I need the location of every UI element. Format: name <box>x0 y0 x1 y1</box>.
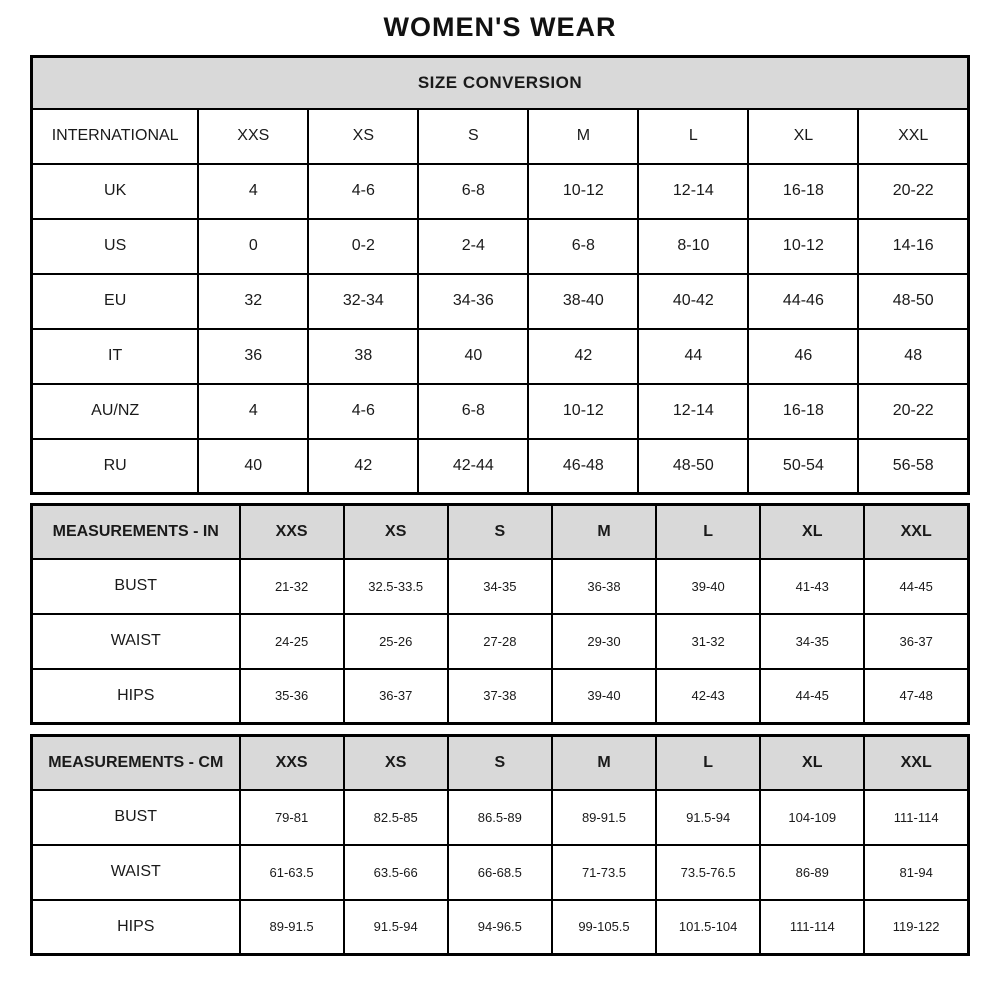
cell-value: 39-40 <box>552 669 656 724</box>
table-title: MEASUREMENTS - IN <box>32 505 240 559</box>
cell-value: 34-35 <box>448 559 552 614</box>
table-row <box>32 219 969 274</box>
column-header: XS <box>344 736 448 790</box>
table-row <box>32 164 969 219</box>
cell-value: 86-89 <box>760 845 864 900</box>
table-header-row <box>32 505 969 559</box>
cell-value: 4 <box>198 384 308 439</box>
row-label: IT <box>32 329 199 384</box>
cell-value: 0 <box>198 219 308 274</box>
column-header: S <box>448 505 552 559</box>
cell-value: 34-35 <box>760 614 864 669</box>
column-header: M <box>552 736 656 790</box>
cell-value: 8-10 <box>638 219 748 274</box>
row-label: EU <box>32 274 199 329</box>
cell-value: 44-45 <box>760 669 864 724</box>
cell-value: 36-38 <box>552 559 656 614</box>
cell-value: 4 <box>198 164 308 219</box>
column-header: XL <box>760 736 864 790</box>
cell-value: 44-46 <box>748 274 858 329</box>
cell-value: 101.5-104 <box>656 900 760 955</box>
cell-value: 32-34 <box>308 274 418 329</box>
row-label: UK <box>32 164 199 219</box>
cell-value: 39-40 <box>656 559 760 614</box>
table-row <box>32 614 969 669</box>
cell-value: 27-28 <box>448 614 552 669</box>
row-label: HIPS <box>32 900 240 955</box>
cell-value: 91.5-94 <box>656 790 760 845</box>
row-label: INTERNATIONAL <box>32 109 199 164</box>
cell-value: 6-8 <box>418 164 528 219</box>
cell-value: 66-68.5 <box>448 845 552 900</box>
cell-value: 0-2 <box>308 219 418 274</box>
cell-value: L <box>638 109 748 164</box>
column-header: S <box>448 736 552 790</box>
cell-value: 89-91.5 <box>552 790 656 845</box>
cell-value: 37-38 <box>448 669 552 724</box>
column-header: XL <box>760 505 864 559</box>
cell-value: 42 <box>528 329 638 384</box>
cell-value: 73.5-76.5 <box>656 845 760 900</box>
size-conversion-table <box>30 55 970 495</box>
cell-value: 46-48 <box>528 439 638 494</box>
cell-value: 48-50 <box>638 439 748 494</box>
cell-value: 111-114 <box>760 900 864 955</box>
cell-value: 42-44 <box>418 439 528 494</box>
column-header: XXL <box>864 505 968 559</box>
cell-value: 48-50 <box>858 274 968 329</box>
cell-value: 14-16 <box>858 219 968 274</box>
cell-value: 31-32 <box>656 614 760 669</box>
cell-value: 111-114 <box>864 790 968 845</box>
cell-value: 32.5-33.5 <box>344 559 448 614</box>
cell-value: 71-73.5 <box>552 845 656 900</box>
column-header: XS <box>344 505 448 559</box>
column-header: M <box>552 505 656 559</box>
table-row <box>32 329 969 384</box>
cell-value: 41-43 <box>760 559 864 614</box>
cell-value: 104-109 <box>760 790 864 845</box>
row-label: AU/NZ <box>32 384 199 439</box>
cell-value: 48 <box>858 329 968 384</box>
row-label: BUST <box>32 559 240 614</box>
cell-value: 36-37 <box>864 614 968 669</box>
cell-value: 25-26 <box>344 614 448 669</box>
table-row <box>32 790 969 845</box>
cell-value: 36 <box>198 329 308 384</box>
cell-value: 6-8 <box>528 219 638 274</box>
cell-value: 50-54 <box>748 439 858 494</box>
column-header: XXS <box>240 736 344 790</box>
measurements-cm-table <box>30 734 970 956</box>
cell-value: 91.5-94 <box>344 900 448 955</box>
page-title: WOMEN'S WEAR <box>383 12 617 42</box>
cell-value: XXS <box>198 109 308 164</box>
cell-value: 10-12 <box>528 164 638 219</box>
cell-value: 94-96.5 <box>448 900 552 955</box>
cell-value: 20-22 <box>858 384 968 439</box>
cell-value: 16-18 <box>748 164 858 219</box>
table-row <box>32 274 969 329</box>
row-label: US <box>32 219 199 274</box>
cell-value: 24-25 <box>240 614 344 669</box>
cell-value: 40 <box>418 329 528 384</box>
cell-value: M <box>528 109 638 164</box>
cell-value: 10-12 <box>528 384 638 439</box>
cell-value: 21-32 <box>240 559 344 614</box>
cell-value: 61-63.5 <box>240 845 344 900</box>
cell-value: 81-94 <box>864 845 968 900</box>
cell-value: 4-6 <box>308 164 418 219</box>
cell-value: 99-105.5 <box>552 900 656 955</box>
cell-value: 79-81 <box>240 790 344 845</box>
cell-value: 2-4 <box>418 219 528 274</box>
table-row <box>32 384 969 439</box>
cell-value: 119-122 <box>864 900 968 955</box>
table-header-row <box>32 736 969 790</box>
cell-value: XXL <box>858 109 968 164</box>
cell-value: 86.5-89 <box>448 790 552 845</box>
cell-value: 12-14 <box>638 384 748 439</box>
cell-value: 12-14 <box>638 164 748 219</box>
cell-value: 20-22 <box>858 164 968 219</box>
cell-value: 82.5-85 <box>344 790 448 845</box>
cell-value: 36-37 <box>344 669 448 724</box>
cell-value: 16-18 <box>748 384 858 439</box>
cell-value: 10-12 <box>748 219 858 274</box>
column-header: XXL <box>864 736 968 790</box>
cell-value: 29-30 <box>552 614 656 669</box>
cell-value: 40-42 <box>638 274 748 329</box>
column-header: L <box>656 505 760 559</box>
cell-value: 32 <box>198 274 308 329</box>
cell-value: 42 <box>308 439 418 494</box>
cell-value: 89-91.5 <box>240 900 344 955</box>
cell-value: 44-45 <box>864 559 968 614</box>
table-row <box>32 845 969 900</box>
cell-value: 44 <box>638 329 748 384</box>
table-row <box>32 559 969 614</box>
table-row <box>32 439 969 494</box>
row-label: RU <box>32 439 199 494</box>
cell-value: 46 <box>748 329 858 384</box>
table-title: SIZE CONVERSION <box>32 57 969 109</box>
table-row <box>32 109 969 164</box>
table-row <box>32 900 969 955</box>
cell-value: 4-6 <box>308 384 418 439</box>
column-header: L <box>656 736 760 790</box>
row-label: WAIST <box>32 845 240 900</box>
cell-value: 40 <box>198 439 308 494</box>
cell-value: 35-36 <box>240 669 344 724</box>
row-label: BUST <box>32 790 240 845</box>
cell-value: 63.5-66 <box>344 845 448 900</box>
cell-value: XS <box>308 109 418 164</box>
cell-value: 42-43 <box>656 669 760 724</box>
column-header: XXS <box>240 505 344 559</box>
cell-value: S <box>418 109 528 164</box>
cell-value: 6-8 <box>418 384 528 439</box>
table-title: MEASUREMENTS - CM <box>32 736 240 790</box>
row-label: HIPS <box>32 669 240 724</box>
cell-value: 38 <box>308 329 418 384</box>
table-row <box>32 669 969 724</box>
table-banner-row <box>32 57 969 109</box>
row-label: WAIST <box>32 614 240 669</box>
cell-value: 34-36 <box>418 274 528 329</box>
cell-value: 47-48 <box>864 669 968 724</box>
cell-value: XL <box>748 109 858 164</box>
measurements-in-table <box>30 503 970 725</box>
cell-value: 38-40 <box>528 274 638 329</box>
cell-value: 56-58 <box>858 439 968 494</box>
